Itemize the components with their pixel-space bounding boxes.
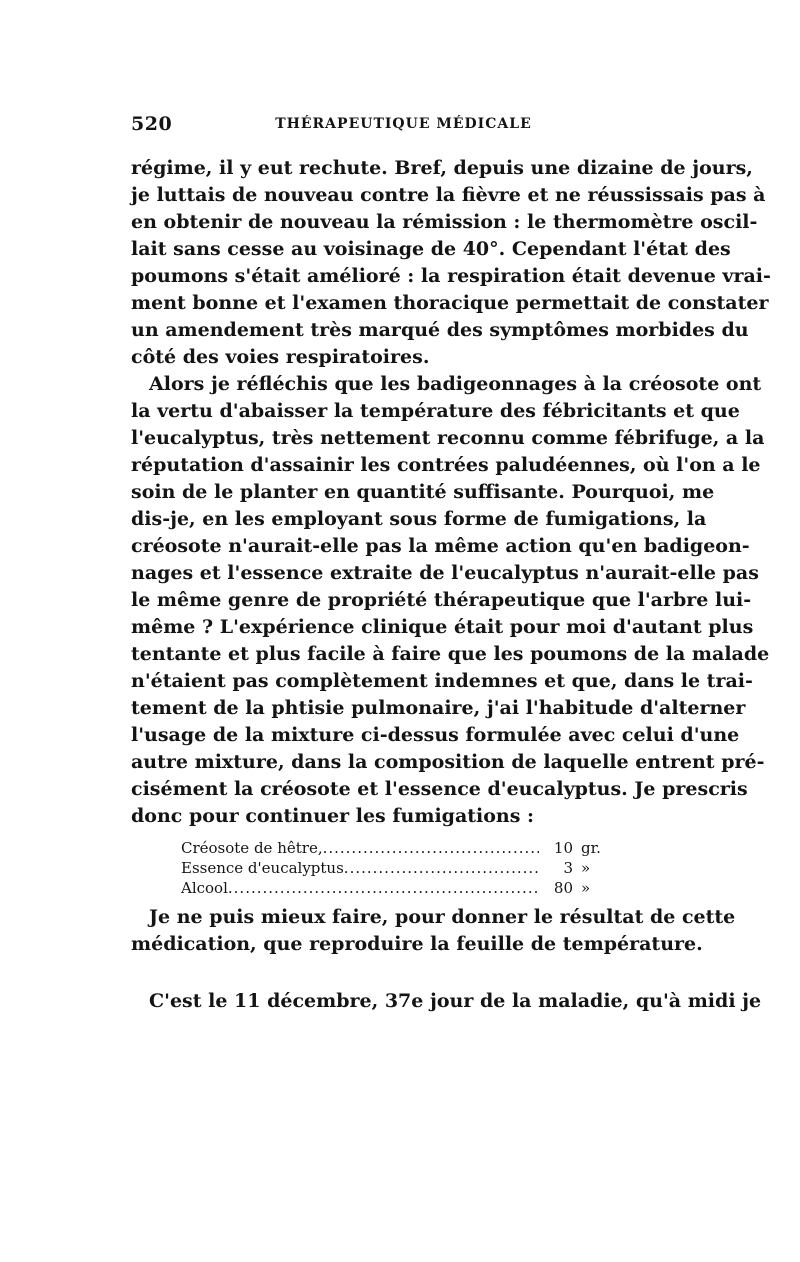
text-line: Je ne puis mieux faire, pour donner le résultat de cette xyxy=(149,906,736,928)
text-line: régime, il y eut rechute. Bref, depuis une dizaine de jours, xyxy=(131,157,753,179)
dot-leader xyxy=(228,878,539,898)
text-line: je luttais de nouveau contre la fièvre et ne réussissais pas à xyxy=(131,184,766,206)
text-line: dis-je, en les employant sous forme de fumigations, la xyxy=(131,508,707,530)
text-line: poumons s'était amélioré : la respiration était devenue vrai- xyxy=(131,265,771,287)
text-line: ment bonne et l'examen thoracique permettait de constater xyxy=(131,292,769,314)
ingredient-unit: » xyxy=(581,879,591,897)
paragraph xyxy=(131,988,762,1015)
text-line: l'eucalyptus, très nettement reconnu comme fébrifuge, a la xyxy=(131,427,765,449)
ingredient-unit: gr. xyxy=(581,839,601,857)
running-title: THÉRAPEUTIQUE MÉDICALE xyxy=(275,116,532,132)
text-line: un amendement très marqué des symptômes morbides du xyxy=(131,319,749,341)
paragraph xyxy=(131,904,736,958)
text-line: la vertu d'abaisser la température des fébricitants et que xyxy=(131,400,740,422)
text-line: lait sans cesse au voisinage de 40°. Cependant l'état des xyxy=(131,238,731,260)
prescription-list xyxy=(181,838,621,898)
page-header xyxy=(131,113,676,143)
text-line: l'usage de la mixture ci-dessus formulée avec celui d'une xyxy=(131,724,740,746)
ingredient-quantity: 10 xyxy=(553,839,573,857)
text-line: nages et l'essence extraite de l'eucalyptus n'aurait-elle pas xyxy=(131,562,759,584)
text-line: tentante et plus facile à faire que les poumons de la malade xyxy=(131,643,770,665)
text-line: soin de le planter en quantité suffisante. Pourquoi, me xyxy=(131,481,715,503)
ingredient-name: Alcool xyxy=(181,879,228,897)
page-body xyxy=(131,155,771,1015)
text-line: le même genre de propriété thérapeutique que l'arbre lui- xyxy=(131,589,752,611)
text-line: Alors je réfléchis que les badigeonnages à la créosote ont xyxy=(149,373,762,395)
prescription-item xyxy=(181,838,621,858)
ingredient-name: Créosote de hêtre, xyxy=(181,839,323,857)
prescription-item xyxy=(181,878,621,898)
prescription-item xyxy=(181,858,621,878)
paragraph xyxy=(131,371,770,830)
page-number: 520 xyxy=(131,113,173,135)
text-line: cisément la créosote et l'essence d'eucalyptus. Je prescris xyxy=(131,778,748,800)
paragraph xyxy=(131,155,771,371)
text-line: C'est le 11 décembre, 37e jour de la maladie, qu'à midi je xyxy=(149,990,762,1012)
text-line: côté des voies respiratoires. xyxy=(131,346,430,368)
paragraph-gap xyxy=(131,958,676,988)
dot-leader xyxy=(344,858,539,878)
ingredient-name: Essence d'eucalyptus xyxy=(181,859,344,877)
text-line: autre mixture, dans la composition de laquelle entrent pré- xyxy=(131,751,765,773)
ingredient-quantity: 3 xyxy=(563,859,573,877)
text-line: même ? L'expérience clinique était pour moi d'autant plus xyxy=(131,616,754,638)
text-line: donc pour continuer les fumigations : xyxy=(131,805,535,827)
text-line: réputation d'assainir les contrées paludéennes, où l'on a le xyxy=(131,454,761,476)
text-line: créosote n'aurait-elle pas la même action qu'en badigeon- xyxy=(131,535,750,557)
text-line: médication, que reproduire la feuille de température. xyxy=(131,933,703,955)
ingredient-quantity: 80 xyxy=(553,879,573,897)
dot-leader xyxy=(323,838,539,858)
text-line: tement de la phtisie pulmonaire, j'ai l'habitude d'alterner xyxy=(131,697,746,719)
text-line: n'étaient pas complètement indemnes et que, dans le trai- xyxy=(131,670,753,692)
ingredient-unit: » xyxy=(581,859,591,877)
text-line: en obtenir de nouveau la rémission : le thermomètre oscil- xyxy=(131,211,758,233)
